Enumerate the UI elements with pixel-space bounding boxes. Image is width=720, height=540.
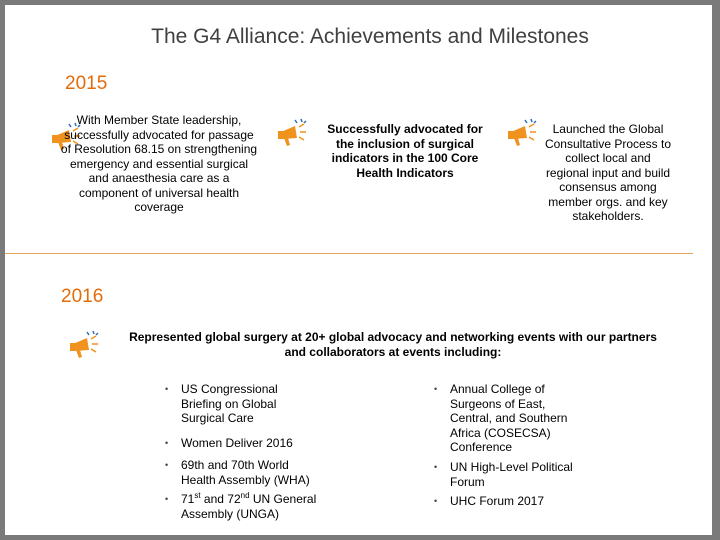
- megaphone-icon: [67, 329, 101, 363]
- event-label-unga: 71st and 72nd UN General Assembly (UNGA): [181, 491, 317, 521]
- megaphone-icon: [275, 117, 309, 151]
- event-label: 69th and 70th World Health Assembly (WHA): [181, 458, 310, 487]
- bullet: •: [165, 384, 169, 394]
- event-label: US Congressional Briefing on Global Surgical Care: [181, 382, 278, 425]
- year-2015-heading: 2015: [65, 73, 108, 94]
- bullet: •: [434, 462, 438, 472]
- event-label: UHC Forum 2017: [450, 494, 545, 508]
- achievement-2015-3: Launched the Global Consultative Process to collect local and regional input and build consensus among member orgs. and key stakeholders.: [544, 122, 672, 223]
- year-2016-heading: 2016: [61, 286, 104, 307]
- page-title: The G4 Alliance: Achievements and Milestones: [151, 25, 589, 48]
- slide: [5, 5, 712, 535]
- event-label: Annual College of Surgeons of East, Central, and Southern Africa (COSECSA) Conference: [450, 382, 568, 454]
- bullet: •: [434, 496, 438, 506]
- bullet: •: [165, 494, 169, 504]
- bullet: •: [165, 438, 169, 448]
- achievement-2015-2: Successfully advocated for the inclusion of surgical indicators in the 100 Core Health Indicators: [327, 122, 483, 180]
- event-label: Women Deliver 2016: [181, 436, 293, 450]
- event-label: UN High-Level Political Forum: [450, 460, 573, 489]
- megaphone-icon: [505, 117, 539, 151]
- bullet: •: [165, 460, 169, 470]
- section-divider: [5, 253, 693, 254]
- achievement-2015-1: With Member State leadership, successfully advocated for passage of Resolution 68.15 on strengthening emergency and essential surgical and anaesthesia care as a component of universal health coverage: [60, 113, 258, 214]
- bullet: •: [434, 384, 438, 394]
- events-intro: Represented global surgery at 20+ global advocacy and networking events with our partners and collaborators at events including:: [129, 330, 657, 359]
